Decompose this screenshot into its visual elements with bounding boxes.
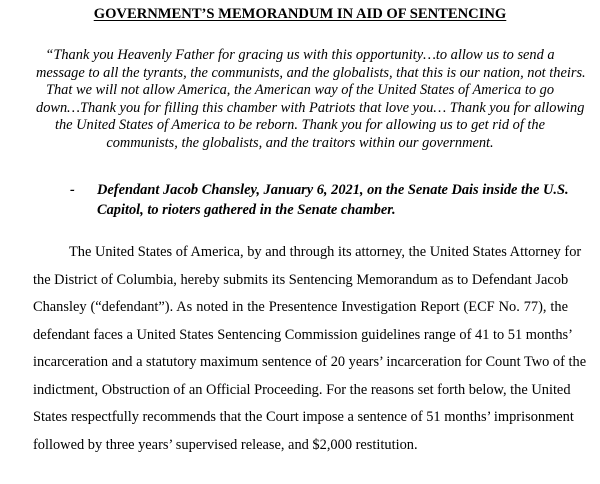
body-line: indictment, Obstruction of an Official Proceeding. For the reasons set forth below, the United [33,381,571,398]
quote-line: communists, the globalists, and the traitors within our government. [106,134,494,151]
quote-line: down…Thank you for filling this chamber with Patriots that love you… Thank you for allowing [36,99,585,116]
body-line: defendant faces a United States Sentencing Commission guidelines range of 41 to 51 months’ [33,326,573,343]
quote-line: “Thank you Heavenly Father for gracing us with this opportunity…to allow us to send a [45,47,555,63]
body-line: The United States of America, by and through its attorney, the United States Attorney for [69,244,582,260]
body-line: States respectfully recommends that the Court impose a sentence of 51 months’ imprisonment [33,409,574,425]
quote-line: That we will not allow America, the American way of the United States of America to go [45,82,555,99]
attribution-line: Capitol, to rioters gathered in the Senate chamber. [97,202,396,218]
attribution-text [97,180,567,220]
attribution-line: Defendant Jacob Chansley, January 6, 2021, on the Senate Dais inside the U.S. [97,182,569,198]
quote-line: message to all the tyrants, the communists, and the globalists, that this is our nation, not theirs. [36,64,586,81]
body-line: Chansley (“defendant”). As noted in the Presentence Investigation Report (ECF No. 77), the [33,299,568,315]
document-title: GOVERNMENT’S MEMORANDUM IN AID OF SENTENCING [93,6,507,22]
body-paragraph [33,239,587,459]
body-line: incarceration and a statutory maximum sentence of 20 years’ incarceration for Count Two of the [33,354,587,370]
body-line: the District of Columbia, hereby submits its Sentencing Memorandum as to Defendant Jacob [33,271,569,288]
attribution-dash: - [70,182,75,198]
body-line: followed by three years’ supervised release, and $2,000 restitution. [33,436,418,453]
epigraph-quote [36,47,586,153]
quote-line: the United States of America to be reborn. Thank you for allowing us to get rid of the [54,117,546,134]
